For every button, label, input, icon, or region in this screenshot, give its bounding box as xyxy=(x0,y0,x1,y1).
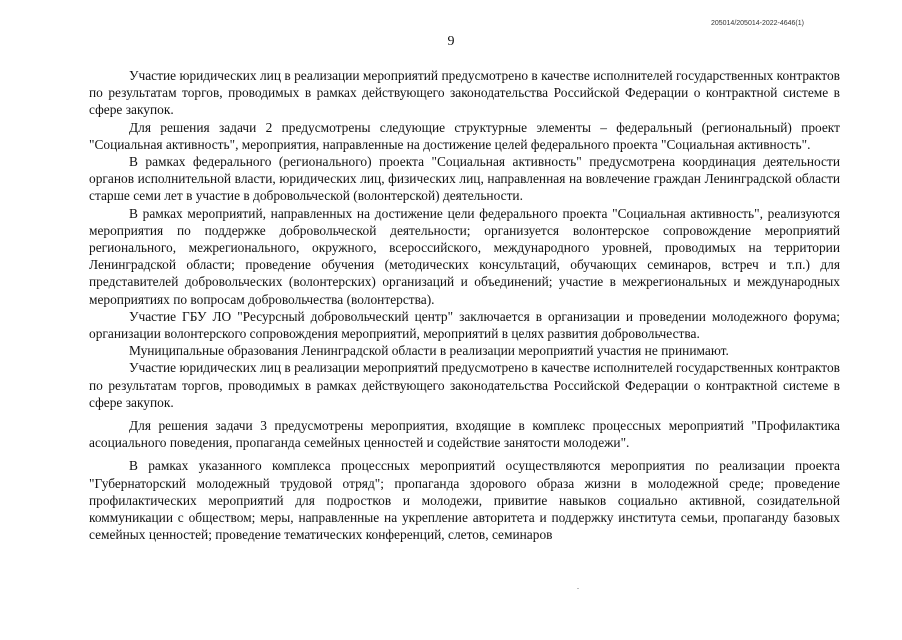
paragraph-9: В рамках указанного комплекса процессных мероприятий осуществляются мероприятия по реализации проекта "Губернаторский молодежный трудовой отряд"; пропаганда здорового образа жизни в молодежной среде; проведение профилактических мероприятий для подростков и молодежи, привитие навыков социально активной, созидательной коммуникации с обществом; меры, направленные на укрепление авторитета и поддержку института семьи, пропаганду базовых семейных ценностей; проведение тематических конференций, слетов, семинаров xyxy=(89,458,840,543)
scan-artifact-dot xyxy=(577,588,579,589)
paragraph-8: Для решения задачи 3 предусмотрены мероприятия, входящие в комплекс процессных мероприятий "Профилактика асоциального поведения, пропаганда семейных ценностей и содействие занятости молодежи". xyxy=(89,418,840,451)
paragraph-7: Участие юридических лиц в реализации мероприятий предусмотрено в качестве исполнителей государственных контрактов по результатам торгов, проводимых в рамках действующего законодательства Российской Федерации о контрактной системе в сфере закупок. xyxy=(89,360,840,410)
paragraph-2: Для решения задачи 2 предусмотрены следующие структурные элементы – федеральный (региональный) проект "Социальная активность", мероприятия, направленные на достижение целей федерального проекта "Социальная активность". xyxy=(89,119,840,152)
document-body xyxy=(89,67,840,543)
paragraph-6: Муниципальные образования Ленинградской области в реализации мероприятий участия не принимают. xyxy=(129,343,729,359)
document-id: 205014/205014-2022-4646(1) xyxy=(710,20,804,27)
page-number: 9 xyxy=(447,34,455,49)
paragraph-3: В рамках федерального (регионального) проекта "Социальная активность" предусмотрена координация деятельности органов исполнительной власти, юридических лиц, физических лиц, направленная на вовлечение граждан Ленинградской области старше семи лет в участие в добровольческой (волонтерской) деятельности. xyxy=(89,154,840,204)
paragraph-1: Участие юридических лиц в реализации мероприятий предусмотрено в качестве исполнителей государственных контрактов по результатам торгов, проводимых в рамках действующего законодательства Российской Федерации о контрактной системе в сфере закупок. xyxy=(89,68,840,118)
paragraph-5: Участие ГБУ ЛО "Ресурсный добровольческий центр" заключается в организации и проведении молодежного форума; организации волонтерского сопровождения мероприятий, мероприятий в целях развития добровольчества. xyxy=(89,308,840,342)
paragraph-4: В рамках мероприятий, направленных на достижение цели федерального проекта "Социальная активность", реализуются мероприятия по поддержке добровольческой деятельности; организуется волонтерское сопровождение мероприятий регионального, межрегионального, окружного, всероссийского, международного уровней, проводимых на территории Ленинградской области; проведение обучения (методических консультаций, обучающих семинаров, встреч и т.п.) для представителей добровольческих (волонтерских) организаций и объединений; участие в межрегиональных и международных мероприятиях по вопросам добровольчества (волонтерства). xyxy=(89,205,840,307)
